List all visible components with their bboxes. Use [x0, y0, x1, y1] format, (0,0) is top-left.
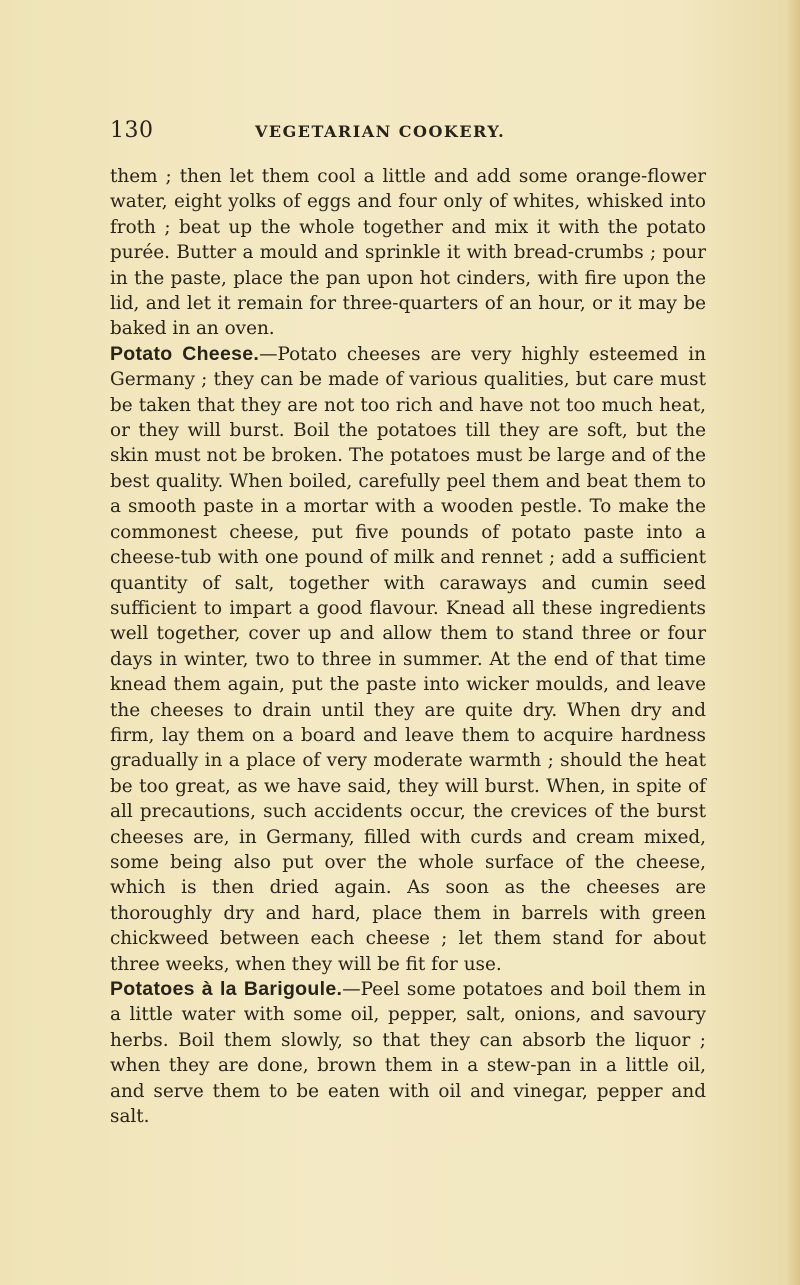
running-head: VEGETARIAN COOKERY. [255, 122, 506, 141]
paragraph-text: —Peel some potatoes and boil them in a little water with some oil, pepper, salt, onions, and savoury herbs. Boil them slowly, so that they can absorb the liquor ; when they are done, brown them in a stew-pan in a little oil, and serve them to be eaten with oil and vinegar, pepper and salt. [110, 979, 706, 1128]
recipe-heading: Potato Cheese. [110, 342, 260, 365]
page-header [110, 118, 710, 148]
paragraph-continuation [110, 164, 706, 342]
paragraph-potato-cheese [110, 342, 706, 977]
paragraph-text: them ; then let them cool a little and add some orange-flower water, eight yolks of eggs and four only of whites, whisked into froth ; beat up the whole together and mix it with the potato purée. Butter a mould and sprinkle it with bread-crumbs ; pour in the paste, place the pan upon hot cinders, with fire upon the lid, and let it remain for three-quarters of an hour, or it may be baked in an oven. [110, 166, 706, 340]
body-text [110, 164, 706, 1129]
paragraph-text: —Potato cheeses are very highly esteemed in Germany ; they can be made of various qualities, but care must be taken that they are not too rich and have not too much heat, or they will burst. Boil the potatoes till they are soft, but the skin must not be broken. The potatoes must be large and of the best quality. When boiled, carefully peel them and beat them to a smooth paste in a mortar with a wooden pestle. To make the commonest cheese, put five pounds of potato paste into a cheese-tub with one pound of milk and rennet ; add a sufficient quantity of salt, together with caraways and cumin seed sufficient to impart a good flavour. Knead all these ingredients well together, cover up and allow them to stand three or four days in winter, two to three in summer. At the end of that time knead them again, put the paste into wicker moulds, and leave the cheeses to drain until they are quite dry. When dry and firm, lay them on a board and leave them to acquire hardness gradually in a place of very moderate warmth ; should the heat be too great, as we have said, they will burst. When, in spite of all precautions, such accidents occur, the crevices of the burst cheeses are, in Germany, filled with curds and cream mixed, some being also put over the whole surface of the cheese, which is then dried again. As soon as the cheeses are thoroughly dry and hard, place them in barrels with green chickweed between each cheese ; let them stand for about three weeks, when they will be fit for use. [110, 343, 706, 975]
paragraph-potatoes-barigoule [110, 977, 706, 1129]
page-edge-shadow [786, 0, 800, 1285]
recipe-heading: Potatoes à la Barigoule. [110, 978, 343, 1000]
page-number: 130 [110, 118, 154, 143]
